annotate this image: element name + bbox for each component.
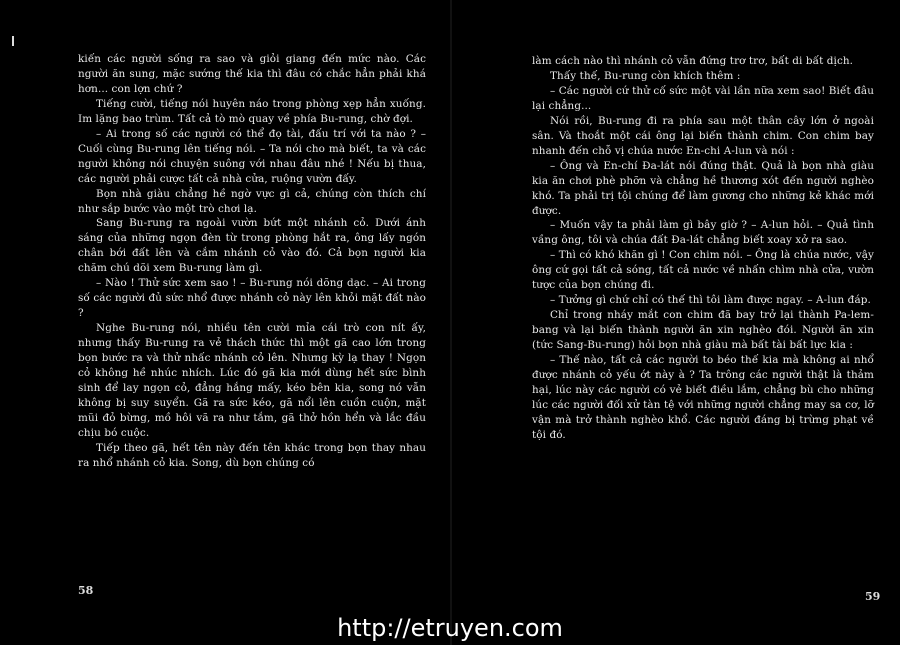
paragraph: – Ông và En-chí Đa-lát nói đúng thật. Quả là bọn nhà giàu kia ăn chơi phè phỡn và chẳng hề thương xót đến người nghèo khó. Ta phải trị tội chúng để làm gương cho những kẻ khác mới được. — [532, 159, 874, 217]
paragraph: – Muốn vậy ta phải làm gì bây giờ ? – A-lun hỏi. – Quả tình vầng ông, tôi và chúa đất Đa-lát chẳng biết xoay xở ra sao. — [532, 219, 874, 247]
watermark-url: http://etruyen.com — [337, 614, 563, 642]
paragraph: – Nào ! Thử sức xem sao ! – Bu-rung nói dõng dạc. – Ai trong số các người đủ sức nhổ được nhánh cỏ này lên khỏi mặt đất nào ? — [78, 277, 426, 320]
paragraph: Nghe Bu-rung nói, nhiều tên cười mỉa cái trò con nít ấy, nhưng thấy Bu-rung ra vẻ thách thức thì một gã cao lớn trong bọn bước ra và thử nhấc nhánh cỏ lên. Nhưng kỳ lạ thay ! Ngọn cỏ không hề nhúc nhích. Lúc đó gã kia mới dùng hết sức bình sinh để lay ngọn cỏ, đẳng hắng mấy, kéo bên kia, song nó vẫn không bị suy suyển. Gã ra sức kéo, gã nổi lên cuồn cuộn, mặt mũi đỏ bừng, mồ hôi vã ra như tắm, gã thở hồn hển và lắc đầu chịu bó cuộc. — [78, 322, 426, 439]
paragraph: Thấy thế, Bu-rung còn khích thêm : — [550, 69, 741, 82]
paragraph: Chỉ trong nháy mắt con chim đã bay trở lại thành Pa-lem-bang và lại biến thành người ăn xin nghèo đói. Người ăn xin (tức Sang-Bu-rung) hỏi bọn nhà giàu mà bất tài bất lực kia : — [532, 309, 874, 352]
paragraph: – Thì có khó khăn gì ! Con chim nói. – Ông là chúa nước, vậy ông cứ gọi tất cả sóng, tất cả nước về nhấn chìm nhà cửa, vườn tược của bọn chúng đi. — [532, 249, 874, 292]
page-number-left: 58 — [78, 584, 94, 597]
paragraph: làm cách nào thì nhánh cỏ vẫn đứng trơ trơ, bất di bất dịch. — [532, 55, 854, 67]
paragraph: kiến các người sống ra sao và giỏi giang đến mức nào. Các người ăn sung, mặc sướng thế kia thì đâu có chắc hẳn phải khá hơn... con lợn chứ ? — [78, 53, 426, 95]
right-page-text — [532, 54, 874, 443]
page-number-right: 59 — [865, 590, 881, 603]
paragraph: Bọn nhà giàu chẳng hề ngờ vực gì cả, chúng còn thích chí như sắp bước vào một trò chơi lạ. — [78, 187, 426, 215]
paragraph: Tiếng cười, tiếng nói huyên náo trong phòng xẹp hẳn xuống. Im lặng bao trùm. Tất cả tò mò quay về phía Bu-rung, chờ đợi. — [78, 97, 426, 125]
left-page-text — [78, 52, 426, 471]
paragraph: – Ai trong số các người có thể đọ tài, đấu trí với ta nào ? – Cuối cùng Bu-rung lên tiếng nói. – Ta nói cho mà biết, ta và các người không nói chuyện suông với nhau đâu nhé ! Nếu bị thua, các người phải cược tất cả nhà cửa, ruộng vườn đấy. — [78, 127, 426, 185]
paragraph: Sang Bu-rung ra ngoài vườn bứt một nhánh cỏ. Dưới ánh sáng của những ngọn đèn từ trong phòng hắt ra, ông lấy ngón chân bới đất lên và cắm nhánh cỏ vào đó. Cả bọn người kia chăm chú dõi xem Bu-rung làm gì. — [78, 217, 426, 275]
paragraph: – Thế nào, tất cả các người to béo thế kia mà không ai nhổ được nhánh cỏ yếu ớt này à ? Ta trông các người thật là thảm hại, lúc này các người có vẻ biết điều lắm, chẳng bù cho những lúc các người đối xử tàn tệ với những người chẳng may sa cơ, lỡ vận mà trở thành nghèo khổ. Các người đáng bị trừng phạt về tội đó. — [532, 354, 874, 441]
paragraph: Nói rồi, Bu-rung đi ra phía sau một thân cây lớn ở ngoài sân. Và thoắt một cái ông lại biến thành chim. Con chim bay nhanh đến chỗ vị chúa nước En-chi A-lun và nói : — [532, 114, 874, 157]
scan-edge-mark — [12, 36, 14, 46]
paragraph: – Tưởng gì chứ chỉ có thế thì tôi làm được ngay. – A-lun đáp. — [550, 294, 871, 307]
paragraph: – Các người cứ thử cố sức một vài lần nữa xem sao! Biết đâu lại chẳng... — [532, 84, 874, 112]
paragraph: Tiếp theo gã, hết tên này đến tên khác trong bọn thay nhau ra nhổ nhánh cỏ kia. Song, dù bọn chúng có — [78, 441, 426, 469]
